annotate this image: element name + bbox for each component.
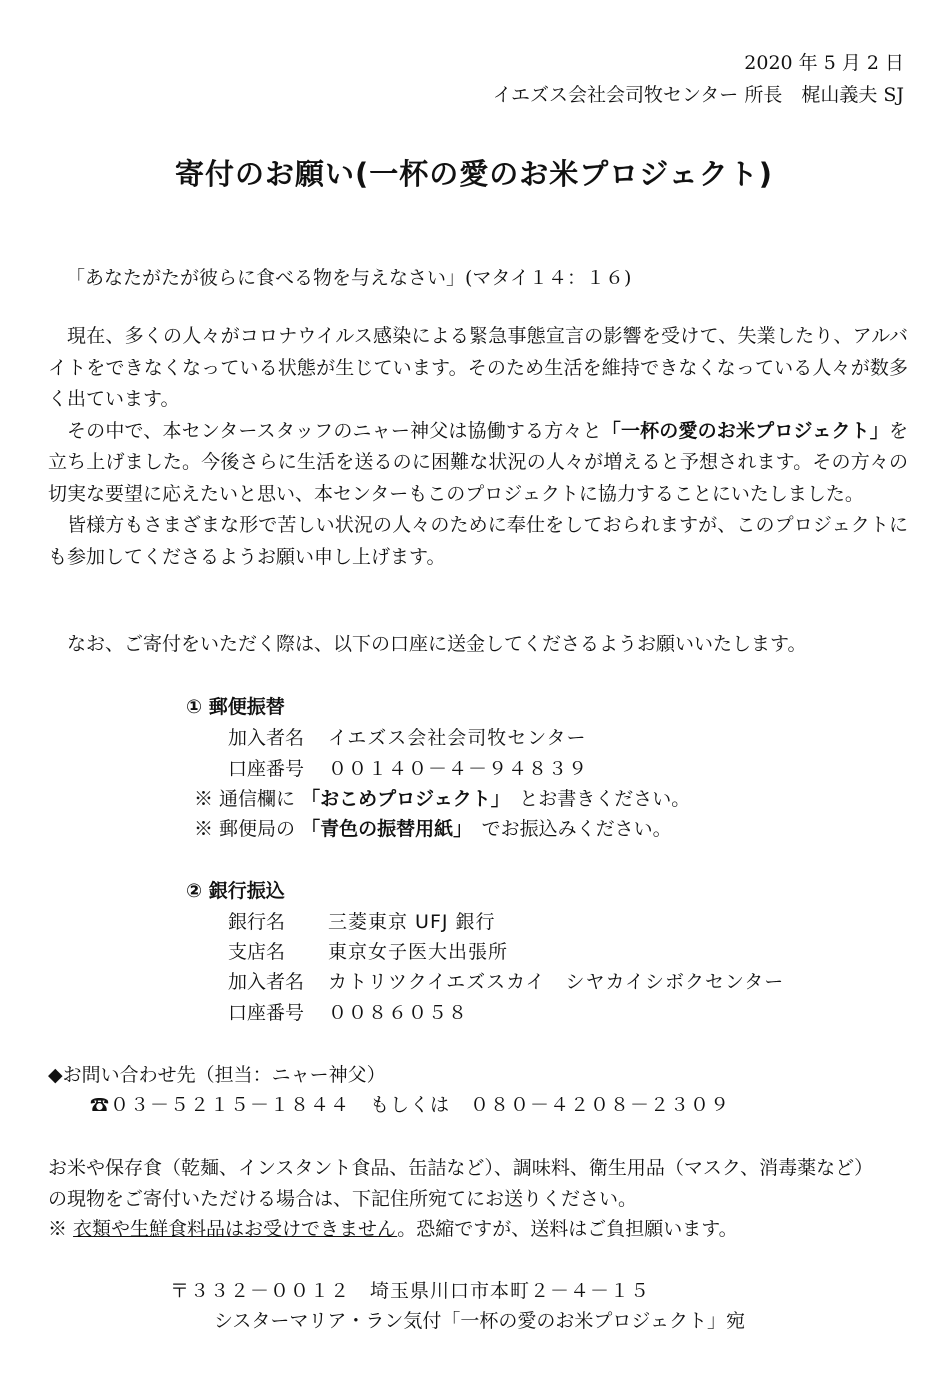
bank-value: ００８６０５８: [328, 1002, 469, 1024]
note-prefix: ※: [48, 1218, 74, 1240]
note-prefix: ※ 通信欄に: [194, 788, 302, 810]
postal-note-2: [194, 814, 672, 844]
bank-value: 東京女子医大出張所: [328, 941, 509, 963]
postal-heading: ① 郵便振替: [186, 696, 285, 718]
paragraph-4: なお、ご寄付をいただく際は、以下の口座に送金してくださるようお願いいたします。: [67, 633, 807, 655]
address-line-1: 〒３３２－００１２ 埼玉県川口市本町２－４－１５: [170, 1280, 651, 1302]
bank-value: カトリツクイエズスカイ シヤカイシボクセンター: [328, 971, 785, 993]
note-bold: 「青色の振替用紙」: [301, 818, 463, 840]
postal-value: イエズス会社会司牧センター: [328, 727, 587, 749]
paragraph-2-text: その中で、本センタースタッフのニャー神父は協働する方々と: [67, 419, 602, 442]
bank-label: 銀行名: [228, 911, 286, 933]
note-suffix: とお書きください。: [500, 788, 691, 810]
postal-row-account: [228, 754, 588, 784]
bank-label: 加入者名: [228, 971, 305, 993]
goods-note: [48, 1214, 738, 1244]
bank-row: [228, 907, 496, 937]
bank-heading: ② 銀行振込: [186, 880, 285, 902]
bank-label: 支店名: [228, 941, 286, 963]
paragraph-2: [48, 416, 908, 511]
note-bold: 「おこめプロジェクト」: [301, 788, 501, 810]
paragraph-1: 現在、多くの人々がコロナウイルス感染による緊急事態宣言の影響を受けて、失業したり、アルバイトをできなくなっている状態が生じています。そのため生活を維持できなくなっている人々が数多く出ています。: [48, 325, 908, 410]
bank-row: [228, 967, 784, 997]
sender: イエズス会社会司牧センター 所長 梶山義夫 SJ: [492, 84, 904, 106]
goods-line-1: お米や保存食（乾麺、インスタント食品、缶詰など）、調味料、衛生用品（マスク、消毒薬など）: [48, 1157, 874, 1179]
note-suffix: でお振込みください。: [462, 818, 672, 840]
postal-label: 口座番号: [228, 758, 305, 780]
postal-value: ００１４０－４－９４８３９: [328, 758, 589, 780]
note-underlined: 衣類や生鮮食料品はお受けできません: [73, 1218, 398, 1240]
goods-line-2: の現物をご寄付いただける場合は、下記住所宛てにお送りください。: [48, 1188, 638, 1210]
note-suffix: 。恐縮ですが、送料はご負担願います。: [397, 1218, 738, 1240]
project-name: 「一杯の愛のお米プロジェクト」: [601, 419, 889, 442]
bank-label: 口座番号: [228, 1002, 305, 1024]
address-line-2: シスターマリア・ラン気付「一杯の愛のお米プロジェクト」宛: [214, 1310, 746, 1332]
contact-heading: ◆お問い合わせ先（担当：ニャー神父）: [48, 1064, 386, 1086]
postal-row-name: [228, 723, 586, 753]
page-title: 寄付のお願い(一杯の愛のお米プロジェクト): [175, 157, 773, 191]
contact-phone: ☎０３－５２１５－１８４４ もしくは ０８０－４２０８－２３０９: [90, 1094, 731, 1116]
bank-row: [228, 998, 468, 1028]
bank-value: 三菱東京 UFJ 銀行: [328, 911, 496, 933]
postal-note-1: [194, 784, 690, 814]
bank-row: [228, 937, 508, 967]
body-text: [48, 321, 908, 573]
postal-label: 加入者名: [228, 727, 305, 749]
note-prefix: ※ 郵便局の: [194, 818, 302, 840]
scripture-quote: 「あなたがたが彼らに食べる物を与えなさい」(マタイ１４：１６): [66, 267, 632, 289]
paragraph-2-text-cont: を立ち上げました。今後さらに生活を送るのに困難な状況の人々が増えると予想されます。その方々の切実な要望に応えたいと思い、本センターもこのプロジェクトに協力することにいたしました。: [48, 419, 908, 505]
paragraph-3: 皆様方もさまざまな形で苦しい状況の人々のために奉仕をしておられますが、このプロジェクトにも参加してくださるようお願い申し上げます。: [48, 514, 908, 568]
date: 2020 年 5 月 2 日: [744, 52, 904, 74]
